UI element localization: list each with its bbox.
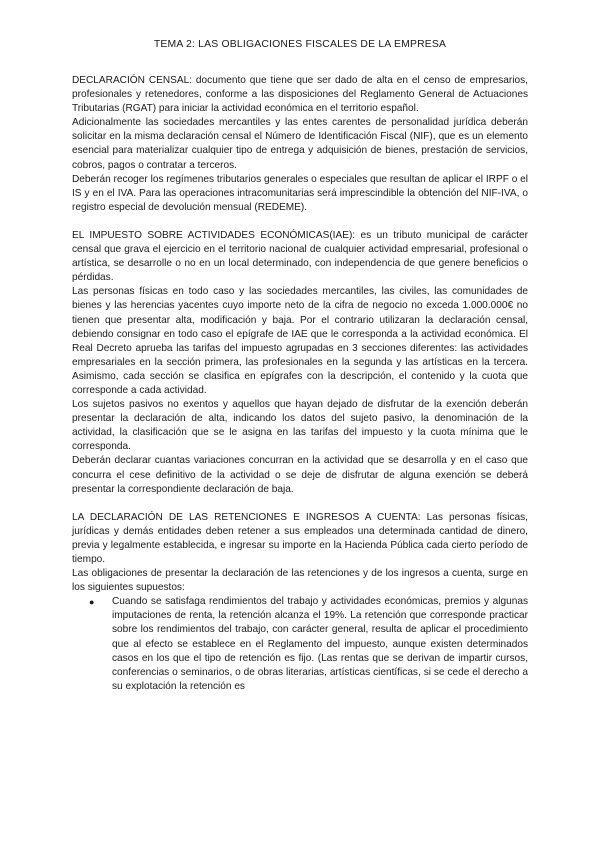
iae-paragraph-3: Los sujetos pasivos no exentos y aquellos que hayan dejado de disfrutar de la exención deberán presentar la declaración de alta, indicando los datos del sujeto pasivo, la denominación de la actividad, la clasificación que se le asigna en las tarifas del impuesto y la cuota mínima que le corresponda. <box>72 399 528 453</box>
retenciones-paragraph-1: LA DECLARACIÓN DE LAS RETENCIONES E INGRESOS A CUENTA: Las personas físicas, jurídicas y demás entidades deben retener a sus empleados una determinada cantidad de dinero, previa y legalmente establecida, e ingresar su importe en la Hacienda Pública cada cierto período de tiempo. <box>72 511 528 565</box>
censal-paragraph-1: DECLARACIÓN CENSAL: documento que tiene que ser dado de alta en el censo de empresarios, profesionales y retenedores, conforme a las disposiciones del Reglamento General de Actuaciones Tributarias (RGAT) para iniciar la actividad económica en el territorio español. <box>72 75 528 115</box>
section-retenciones <box>72 511 528 694</box>
section-spacer <box>72 215 528 229</box>
bullet-text: Cuando se satisfaga rendimientos del trabajo y actividades económicas, premios y algunas imputaciones de renta, la retención alcanza el 19%. La retención que corresponde practicar sobre los rendimientos del trabajo, con carácter general, resulta de aplicar el procedimiento que al efecto se establece en el Reglamento del impuesto, aunque existen determinados casos en los que el tipo de retención es fijo. (Las rentas que se derivan de impartir cursos, conferencias o seminarios, o de obras literarias, artísticas científicas, si se cede el derecho a su explotación la retención es <box>112 596 528 692</box>
section-iae <box>72 229 528 497</box>
bullet-icon: ● <box>89 597 95 608</box>
document-title: TEMA 2: LAS OBLIGACIONES FISCALES DE LA EMPRESA <box>153 39 447 50</box>
document-page <box>72 38 528 694</box>
section-spacer <box>72 497 528 511</box>
censal-paragraph-2: Adicionalmente las sociedades mercantiles y las entes carentes de personalidad jurídica deberán solicitar en la misma declaración censal el Número de Identificación Fiscal (NIF), que es un elemento esencial para materializar cualquier tipo de entrega y adquisición de bienes, prestación de servicios, cobros, pagos o contratar a terceros. <box>72 117 528 171</box>
iae-paragraph-2: Las personas físicas en todo caso y las sociedades mercantiles, las civiles, las comunidades de bienes y las herencias yacentes cuyo importe neto de la cifra de negocio no exceda 1.000.000€ no tienen que presentar alta, modificación y baja. Por el contrario utilizaran la declaración censal, debiendo consignar en todo caso el epígrafe de IAE que le corresponda a la actividad económica. El Real Decreto aprueba las tarifas del impuesto agrupadas en 3 secciones diferentes: las actividades empresariales en la sección primera, las profesionales en la segunda y las artísticas en la tercera. Asimismo, cada sección se clasifica en epígrafes con la descripción, el contenido y la cuota que corresponde a cada actividad. <box>72 286 528 396</box>
list-item <box>72 595 528 694</box>
retenciones-paragraph-2: Las obligaciones de presentar la declaración de las retenciones y de los ingresos a cuenta, surge en los siguientes supuestos: <box>72 568 528 594</box>
iae-paragraph-1: EL IMPUESTO SOBRE ACTIVIDADES ECONÓMICAS(IAE): es un tributo municipal de carácter censal que grava el ejercicio en el territorio nacional de cualquier actividad empresarial, profesional o artística, se desarrolle o no en un local determinado, con independencia de que genere beneficios o pérdidas. <box>72 229 528 284</box>
iae-paragraph-4: Deberán declarar cuantas variaciones concurran en la actividad que se desarrolla y en el caso que concurra el cese definitivo de la actividad o se deje de disfrutar de alguna exención se deberá presentar la correspondiente declaración de baja. <box>72 455 528 495</box>
section-declaracion-censal <box>72 74 528 215</box>
retenciones-bullet-list <box>72 595 528 694</box>
censal-paragraph-3: Deberán recoger los regímenes tributarios generales o especiales que resultan de aplicar el IRPF o el IS y en el IVA. Para las operaciones intracomunitarias será imprescindible la obtención del NIF-IVA, o registro especial de devolución mensual (REDEME). <box>72 173 528 213</box>
